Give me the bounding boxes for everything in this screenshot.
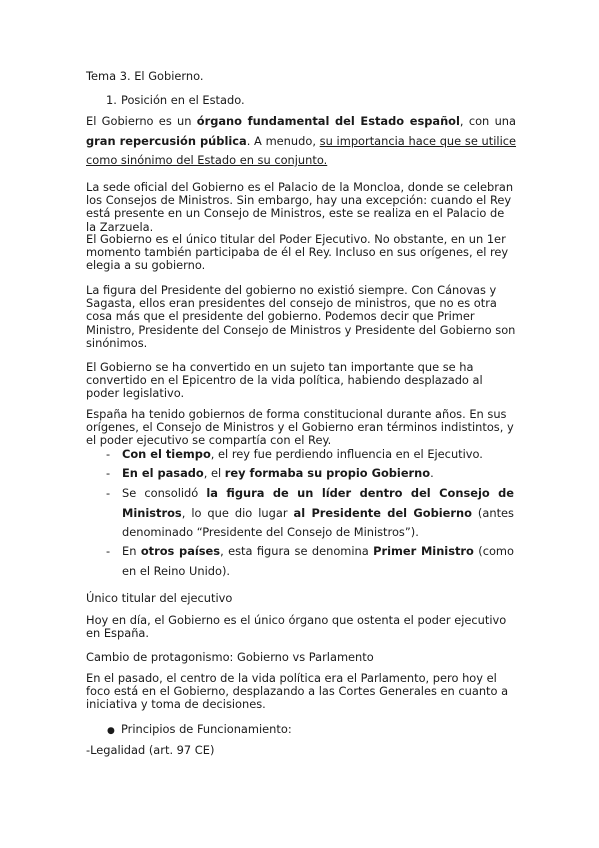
list-item-bold: otros países: [140, 544, 221, 558]
list-item-bold: la figura de un líder dentro del Consejo de Ministros: [122, 486, 515, 520]
list-dash: -: [106, 447, 111, 461]
list-item-text: En: [122, 544, 141, 558]
paragraph-moncloa: La sede oficial del Gobierno es el Palacio de la Moncloa, donde se celebran los Consejos de Ministros. Sin embargo, hay una excepción: cuando el Rey está presente en un Consejo de Ministros, este se realiza en el Palacio de la Zarzuela.: [86, 180, 514, 234]
list-item-text: , el: [203, 466, 225, 480]
list-item-bold: al Presidente del Gobierno: [293, 505, 472, 520]
paragraph-epicentro: El Gobierno se ha convertido en un sujeto tan importante que se ha convertido en el Epicentro de la vida política, habiendo desplazado al poder legislativo.: [86, 360, 483, 401]
paragraph-titular: El Gobierno es el único titular del Poder Ejecutivo. No obstante, en un 1er momento también participaba de él el Rey. Incluso en sus orígenes, el rey elegia a su gobierno.: [86, 232, 509, 273]
list-item: [122, 445, 514, 465]
list-item-text: Se consolidó: [122, 486, 207, 500]
intro-bold-1: órgano fundamental del Estado español: [196, 114, 460, 128]
paragraph-pasado: En el pasado, el centro de la vida política era el Parlamento, pero hoy el foco está en el Gobierno, desplazando a las Cortes Generales en cuanto a iniciativa y toma de decisiones.: [86, 671, 509, 712]
section-heading: Posición en el Estado.: [121, 93, 245, 107]
list-item-bold: rey formaba su propio Gobierno: [224, 466, 431, 480]
list-item: [122, 484, 514, 543]
paragraph-hoy: Hoy en día, el Gobierno es el único órgano que ostenta el poder ejecutivo en España.: [86, 613, 507, 641]
heading-cambio: Cambio de protagonismo: Gobierno vs Parlamento: [86, 650, 374, 664]
list-dash: -: [106, 544, 111, 558]
paragraph-presidente: La figura del Presidente del gobierno no existió siempre. Con Cánovas y Sagasta, ellos eran presidentes del consejo de ministros, que no es otra cosa más que el presidente del gobierno. Podemos decir que Primer Ministro, Presidente del Consejo de Ministros y Presidente del Gobierno son sinónimos.: [86, 283, 516, 350]
list-item-text: .: [430, 466, 434, 480]
intro-paragraph: [86, 112, 516, 171]
bullet-principios: Principios de Funcionamiento:: [121, 722, 292, 736]
list-item-text: (como en el Reino Unido).: [122, 544, 515, 578]
intro-underlined: su importancia hace que se utilice como sinónimo del Estado en su conjunto.: [86, 133, 517, 167]
list-dash: -: [106, 486, 111, 500]
section-number: 1.: [106, 93, 117, 107]
list-item-text: , lo que dio lugar: [181, 505, 294, 520]
list-item-bold: Primer Ministro: [373, 544, 474, 558]
list-item-bold: En el pasado: [122, 466, 204, 480]
list-item-text: , el rey fue perdiendo influencia en el Ejecutivo.: [210, 447, 483, 461]
list-item: [122, 542, 514, 581]
intro-bold-2: gran repercusión pública: [86, 133, 247, 148]
intro-text-3: . A menudo,: [246, 133, 320, 148]
legalidad-line: -Legalidad (art. 97 CE): [86, 743, 215, 757]
list-dash: -: [106, 466, 111, 480]
paragraph-espana: España ha tenido gobiernos de forma constitucional durante años. En sus orígenes, el Consejo de Ministros y el Gobierno eran términos indistintos, y el poder ejecutivo se compartía con el Rey.: [86, 407, 514, 448]
list-item: [122, 464, 514, 484]
intro-text-1: El Gobierno es un: [86, 114, 197, 128]
bullet-icon: ●: [107, 726, 115, 736]
heading-unico-titular: Único titular del ejecutivo: [86, 591, 233, 605]
document-title: Tema 3. El Gobierno.: [86, 69, 204, 83]
list-item-text: (antes denominado “Presidente del Consejo de Ministros”).: [122, 505, 514, 539]
list-item-bold: Con el tiempo: [122, 447, 211, 461]
intro-text-2: , con una: [459, 114, 516, 128]
list-item-text: , esta figura se denomina: [220, 544, 374, 558]
